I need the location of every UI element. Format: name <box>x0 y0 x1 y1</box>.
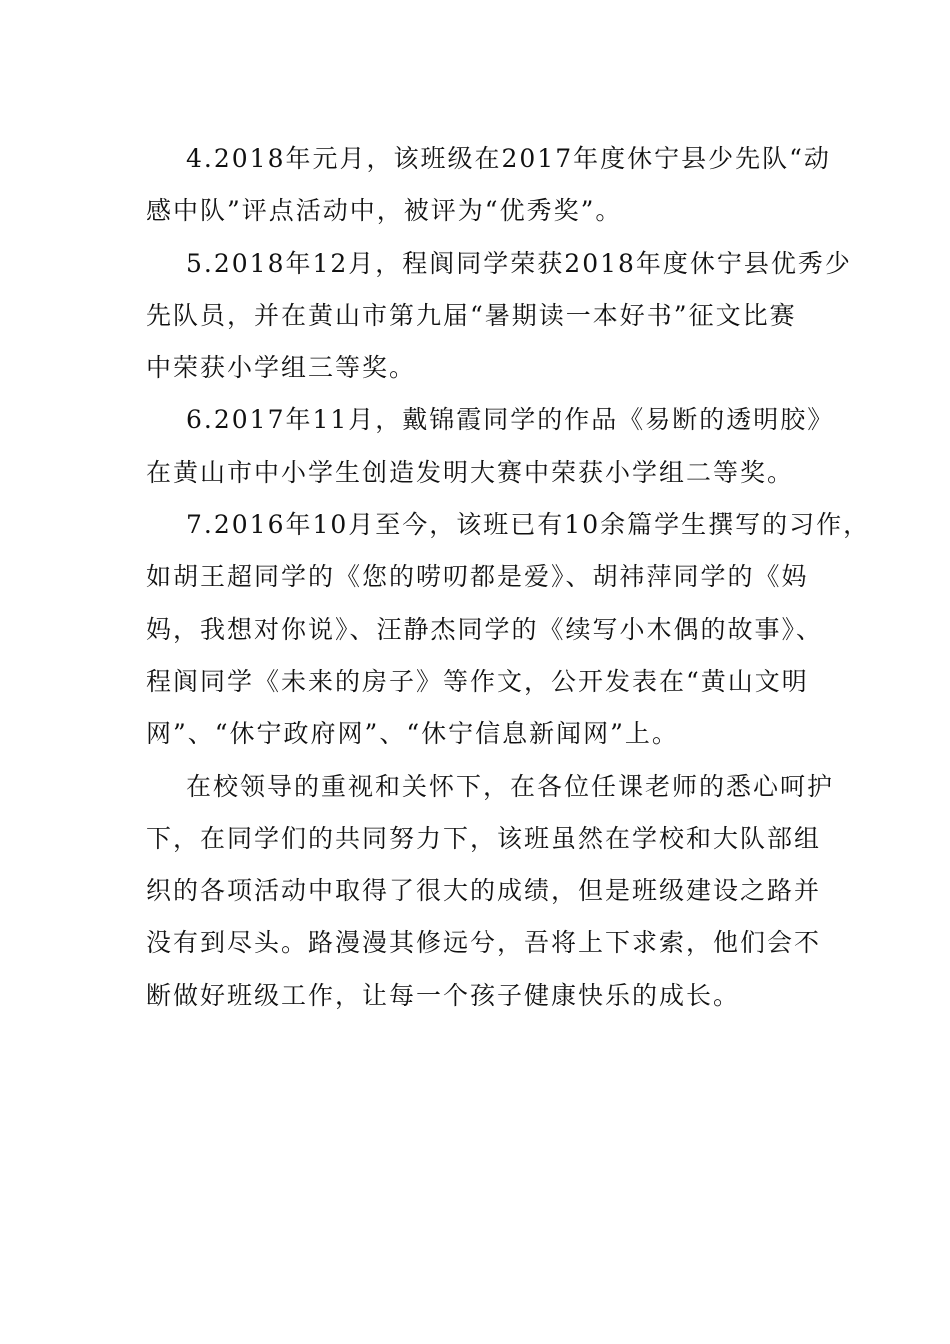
text-line: 在黄山市中小学生创造发明大赛中荣获小学组二等奖。 <box>146 457 795 487</box>
text-line: 在校领导的重视和关怀下，在各位任课老师的悉心呵护 <box>186 771 835 801</box>
text-line: 先队员，并在黄山市第九届“暑期读一本好书”征文比赛 <box>146 300 797 330</box>
text-line: 6.2017年11月，戴锦霞同学的作品《易断的透明胶》 <box>186 405 835 435</box>
text-line: 中荣获小学组三等奖。 <box>146 353 417 383</box>
text-line: 感中队”评点活动中，被评为“优秀奖”。 <box>146 196 623 226</box>
text-line: 5.2018年12月，程阆同学荣获2018年度休宁县优秀少 <box>186 248 852 278</box>
text-line: 程阆同学《未来的房子》等作文，公开发表在“黄山文明 <box>146 666 809 696</box>
text-line: 妈，我想对你说》、汪静杰同学的《续写小木偶的故事》、 <box>146 614 824 644</box>
text-line: 4.2018年元月，该班级在2017年度休宁县少先队“动 <box>186 144 831 173</box>
text-line: 7.2016年10月至今，该班已有10余篇学生撰写的习作， <box>186 510 871 540</box>
text-line: 如胡王超同学的《您的唠叨都是爱》、胡祎萍同学的《妈 <box>146 562 809 592</box>
text-line: 没有到尽头。路漫漫其修远兮，吾将上下求索，他们会不 <box>146 928 822 958</box>
text-line: 断做好班级工作，让每一个孩子健康快乐的成长。 <box>146 980 741 1010</box>
text-line: 网”、“休宁政府网”、“休宁信息新闻网”上。 <box>146 719 679 749</box>
document-body <box>146 133 871 1022</box>
text-line: 下，在同学们的共同努力下，该班虽然在学校和大队部组 <box>146 823 822 853</box>
text-line: 织的各项活动中取得了很大的成绩，但是班级建设之路并 <box>146 876 822 906</box>
